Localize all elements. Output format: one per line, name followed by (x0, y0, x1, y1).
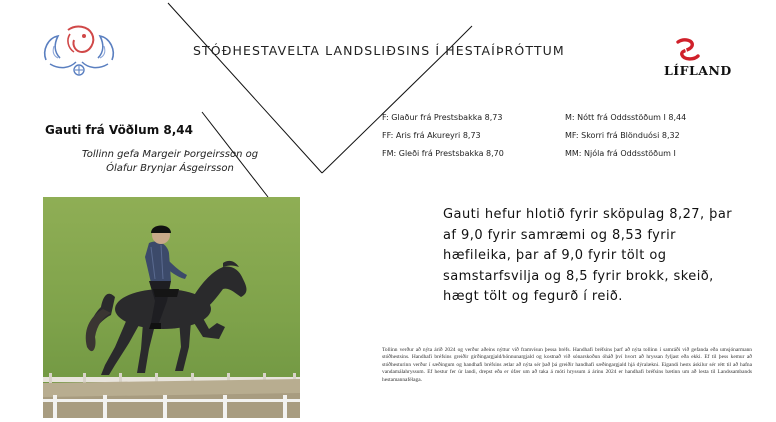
pedigree-sire-sire: FF: Aris frá Akureyri 8,73 (382, 131, 481, 140)
pedigree-dam-dam: MM: Njóla frá Oddsstöðum I (565, 149, 676, 158)
pedigree-sire: F: Glaður frá Prestsbakka 8,73 (382, 113, 503, 122)
pedigree-dam: M: Nótt frá Oddsstöðum I 8,44 (565, 113, 687, 122)
sponsor-name: LÍFLAND (664, 63, 732, 78)
pedigree-dam-sire: MF: Skorri frá Blönduósi 8,32 (565, 131, 680, 140)
terms-fineprint: Tollinn verður að nýta árið 2024 og verður aðeins nýttur við framvísun þessa bréfs. Handhafi bréfsins þarf að nýta tollinn í samráði við gefanda eða umsjónarmann stóðhestsins. Handhafi bréfsins greiðir girðingargjald/hönnunargjald og kostnað við sónarskoðun óháð því hvort að hryssan fyljast eða ekki. Ef til þess kemur að stóðhesturinn verður í sæðingum og handhafi bréfsins ætlar að nýta sér það þá greiðir handhafi sæðingargjald hjá dýralækni. Eigandi hests áskilur sér rétt til að hafna vandamálahryssum. Ef hestur fer úr landi, drepst eða er ófær um að taka á móti hryssum á árinu 2024 er handhafi bréfsins bætinn um að lesta til Landssambands hestamannafélaga. (382, 347, 752, 383)
horse-name: Gauti frá Vöðlum 8,44 (45, 123, 193, 137)
landslid-emblem-icon (40, 22, 118, 78)
horse-rider-photo (43, 197, 300, 418)
horse-description: Gauti hefur hlotið fyrir sköpulag 8,27, þar af 9,0 fyrir samræmi og 8,53 fyrir hæfileika, þar af 9,0 fyrir tölt og samstarfsvilja og 8,5 fyrir brokk, skeið, hægt tölt og fegurð í reið. (443, 207, 733, 304)
page-title: STÓÐHESTAVELTA LANDSLIÐSINS Í HESTAÍÞRÓTTUM (193, 43, 565, 58)
breeders-line-1: Tollinn gefa Margeir Þorgeirsson og (81, 149, 259, 160)
pedigree-sire-dam: FM: Gleði frá Prestsbakka 8,70 (382, 149, 504, 158)
lifland-swirl-icon (660, 38, 710, 64)
breeders-line-2: Ólafur Brynjar Ásgeirsson (106, 163, 234, 174)
breeders-text (70, 148, 270, 176)
